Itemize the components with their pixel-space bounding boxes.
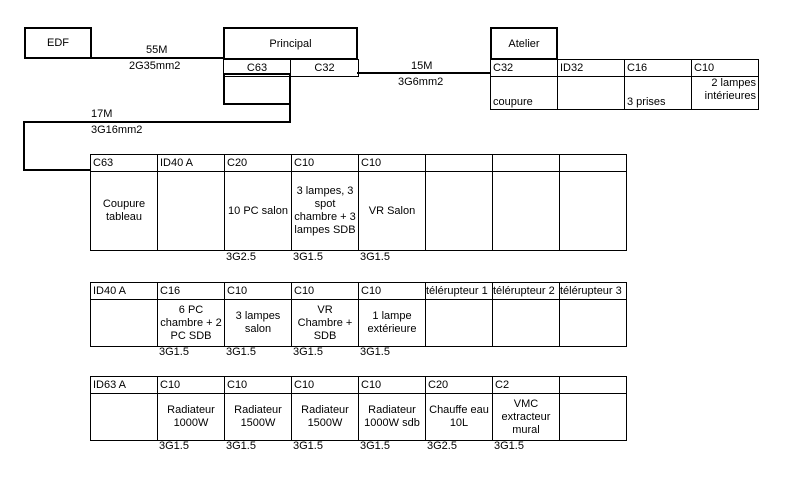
atelier-breaker: C32 [491,60,558,77]
board2-cable: 3G1.5 [293,346,323,358]
board3-circuit: Radiateur 1500W [292,394,359,441]
board2-breaker: C10 [225,283,292,300]
edf-box [24,27,92,59]
board2-circuit: 1 lampe extérieure [359,300,426,347]
principal-slot: C32 [291,60,359,77]
board1-breaker: C10 [292,155,359,172]
board2-cable: 3G1.5 [159,346,189,358]
atelier-circuit [558,77,625,110]
board2-circuit: 6 PC chambre + 2 PC SDB [158,300,225,347]
board3-breaker: C10 [292,377,359,394]
board2-breaker: télérupteur 1 [426,283,493,300]
atelier-circuit: 2 lampes intérieures [692,77,759,110]
atelier-table [490,59,759,110]
principal-atelier-length: 15M [411,60,433,72]
board1-circuit [426,172,493,251]
board1-circuit: 10 PC salon [225,172,292,251]
atelier-circuit: 3 prises [625,77,692,110]
board1-circuit: Coupure tableau [91,172,158,251]
board1-circuit: 3 lampes, 3 spot chambre + 3 lampes SDB [292,172,359,251]
atelier-breaker: ID32 [558,60,625,77]
board1-breaker: C20 [225,155,292,172]
board1-circuit [560,172,627,251]
board3-breaker: C10 [225,377,292,394]
board1-circuit: VR Salon [359,172,426,251]
board1-breaker: C63 [91,155,158,172]
board3-cable: 3G1.5 [293,440,323,452]
board1-circuit [158,172,225,251]
atelier-breaker: C16 [625,60,692,77]
board2-circuit [560,300,627,347]
atelier-title: Atelier [508,37,540,50]
board1-cable: 3G1.5 [360,251,390,263]
board2-breaker: C10 [359,283,426,300]
board2-breaker: télérupteur 2 [493,283,560,300]
board3-breaker [560,377,627,394]
board3-breaker: C20 [426,377,493,394]
board1-breaker: ID40 A [158,155,225,172]
edf-label: EDF [47,37,69,49]
principal-slots [223,59,359,77]
board3-circuit: Radiateur 1000W sdb [359,394,426,441]
board3-circuit: Chauffe eau 10L [426,394,493,441]
board3-circuit [91,394,158,441]
edf-principal-length: 55M [146,44,168,56]
board1-circuit [493,172,560,251]
board3-cable: 3G2.5 [427,440,457,452]
board2-breaker: télérupteur 3 [560,283,627,300]
principal-slot: C63 [224,60,291,77]
principal-title: Principal [269,37,312,50]
board3-breaker: C10 [359,377,426,394]
board2-circuit [426,300,493,347]
board2-cable: 3G1.5 [360,346,390,358]
board1-breaker [560,155,627,172]
principal-board1-length: 17M [91,108,113,120]
board3-table [90,376,627,441]
board3-breaker: C2 [493,377,560,394]
board2-breaker: C16 [158,283,225,300]
principal-board1-cable: 3G16mm2 [91,124,143,136]
board2-circuit: VR Chambre + SDB [292,300,359,347]
board1-breaker [493,155,560,172]
board2-circuit: 3 lampes salon [225,300,292,347]
atelier-breaker: C10 [692,60,759,77]
board2-table [90,282,627,347]
board1-cable: 3G2.5 [226,251,256,263]
edf-principal-cable: 2G35mm2 [129,60,181,72]
board1-table [90,154,627,251]
principal-box [223,27,358,60]
board3-cable: 3G1.5 [226,440,256,452]
board3-circuit [560,394,627,441]
board3-circuit: Radiateur 1500W [225,394,292,441]
board2-circuit [493,300,560,347]
principal-lower-box [224,74,290,104]
board2-breaker: ID40 A [91,283,158,300]
board1-breaker: C10 [359,155,426,172]
board3-cable: 3G1.5 [159,440,189,452]
atelier-box [490,27,558,60]
board3-circuit: VMC extracteur mural [493,394,560,441]
atelier-circuit: coupure [491,77,558,110]
board3-cable: 3G1.5 [360,440,390,452]
board3-circuit: Radiateur 1000W [158,394,225,441]
board2-breaker: C10 [292,283,359,300]
board2-cable: 3G1.5 [226,346,256,358]
board1-breaker [426,155,493,172]
board2-circuit [91,300,158,347]
board3-breaker: C10 [158,377,225,394]
principal-atelier-cable: 3G6mm2 [398,76,444,88]
board3-cable: 3G1.5 [494,440,524,452]
board1-cable: 3G1.5 [293,251,323,263]
board3-breaker: ID63 A [91,377,158,394]
